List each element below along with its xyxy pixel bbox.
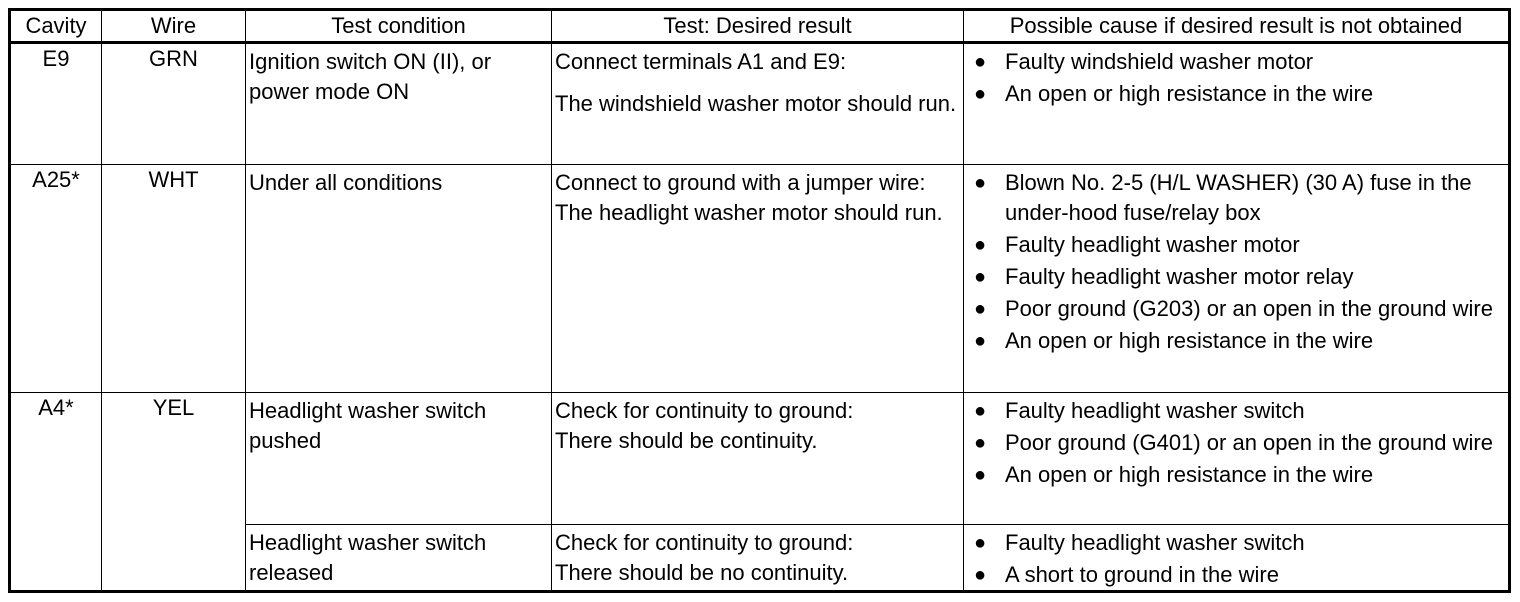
bullet-icon: ● — [974, 51, 987, 73]
result-cell — [552, 393, 964, 525]
result-expected: The headlight washer motor should run. — [555, 200, 943, 225]
result-instruction: Check for continuity to ground: — [555, 530, 854, 555]
bullet-icon: ● — [974, 266, 987, 288]
cause-item: ● Blown No. 2-5 (H/L WASHER) (30 A) fuse in the under-hood fuse/relay box — [974, 170, 1472, 225]
condition-text: Under all conditions — [249, 170, 443, 195]
header-desired-result: Test: Desired result — [552, 10, 964, 43]
wire-cell: WHT — [102, 165, 246, 393]
cause-list — [967, 525, 1505, 590]
cause-item: ● A short to ground in the wire — [967, 560, 1505, 590]
condition-text: Headlight washer switch released — [249, 530, 487, 585]
condition-cell — [246, 393, 552, 525]
causes-cell — [964, 165, 1510, 393]
causes-cell — [964, 393, 1510, 525]
bullet-icon: ● — [974, 330, 987, 352]
bullet-icon: ● — [974, 564, 987, 586]
header-possible-cause: Possible cause if desired result is not obtained — [964, 10, 1510, 43]
bullet-icon: ● — [974, 83, 987, 105]
cavity-cell: A4* — [10, 393, 102, 592]
result-expected: There should be no continuity. — [555, 560, 849, 585]
cause-item: ● Faulty headlight washer motor relay — [967, 262, 1505, 292]
cause-item: ● An open or high resistance in the wire — [967, 326, 1505, 356]
wire-cell: YEL — [102, 393, 246, 592]
condition-text: Ignition switch ON (II), or power mode ON — [249, 49, 492, 104]
cause-item: ● An open or high resistance in the wire — [967, 460, 1505, 490]
cause-item: ● Poor ground (G203) or an open in the ground wire — [967, 294, 1505, 324]
condition-cell — [246, 525, 552, 592]
cause-item: ● An open or high resistance in the wire — [967, 79, 1505, 109]
header-wire: Wire — [102, 10, 246, 43]
cause-item: ● Faulty headlight washer switch — [967, 396, 1505, 426]
bullet-icon: ● — [974, 532, 987, 554]
cause-list — [967, 393, 1505, 490]
result-expected: There should be continuity. — [555, 428, 818, 453]
table-row — [10, 165, 1510, 393]
cavity-cell: A25* — [10, 165, 102, 393]
cause-item: ● Poor ground (G401) or an open in the ground wire — [967, 428, 1505, 458]
bullet-icon: ● — [974, 400, 987, 422]
wire-cell: GRN — [102, 43, 246, 165]
causes-cell — [964, 43, 1510, 165]
causes-cell — [964, 525, 1510, 592]
result-cell — [552, 43, 964, 165]
cause-item: ● Faulty headlight washer switch — [967, 528, 1505, 558]
cause-list — [967, 165, 1505, 356]
condition-cell — [246, 43, 552, 165]
cause-item: ● Faulty windshield washer motor — [967, 47, 1505, 77]
result-cell — [552, 165, 964, 393]
condition-cell — [246, 165, 552, 393]
bullet-icon: ● — [974, 432, 987, 454]
result-instruction: Connect to ground with a jumper wire: — [555, 170, 926, 195]
bullet-icon: ● — [974, 172, 987, 194]
table-row — [10, 393, 1510, 525]
result-expected: The windshield washer motor should run. — [555, 91, 957, 116]
header-row — [10, 10, 1510, 43]
troubleshooting-table — [8, 8, 1511, 593]
bullet-icon: ● — [974, 298, 987, 320]
cause-item: ● Faulty headlight washer motor — [967, 230, 1505, 260]
header-test-condition: Test condition — [246, 10, 552, 43]
table-row — [10, 43, 1510, 165]
result-instruction: Connect terminals A1 and E9: — [555, 49, 847, 74]
bullet-icon: ● — [974, 464, 987, 486]
cause-list — [967, 44, 1505, 109]
result-cell — [552, 525, 964, 592]
header-cavity: Cavity — [10, 10, 102, 43]
cavity-cell: E9 — [10, 43, 102, 165]
result-instruction: Check for continuity to ground: — [555, 398, 854, 423]
condition-text: Headlight washer switch pushed — [249, 398, 487, 453]
bullet-icon: ● — [974, 234, 987, 256]
